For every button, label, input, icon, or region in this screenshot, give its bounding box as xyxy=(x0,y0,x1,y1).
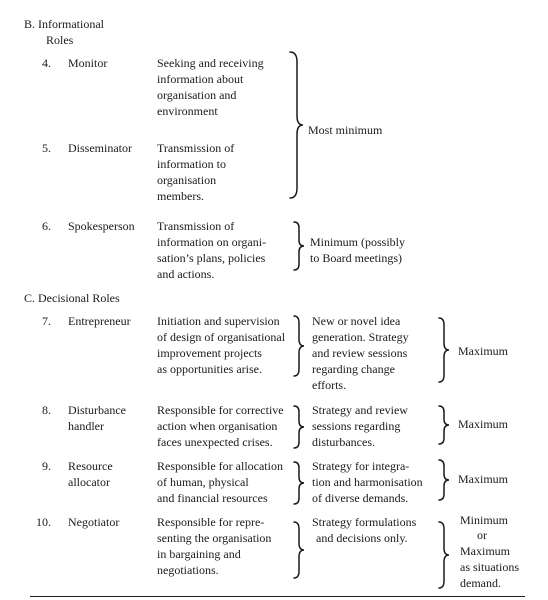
role-description-line: as opportunities arise. xyxy=(157,362,262,376)
role-description-line: Transmission of xyxy=(157,141,235,155)
role-group-summary: Minimum (possibly xyxy=(310,235,406,249)
role-name: Entrepreneur xyxy=(68,314,131,328)
role-description-line: negotiations. xyxy=(157,563,219,577)
role-description-line: action when organisation xyxy=(157,419,278,433)
role-involvement-level: as situations xyxy=(460,560,519,574)
role-involvement-level: Maximum xyxy=(458,344,508,358)
role-name: Disturbance xyxy=(68,403,126,417)
role-activity-line: regarding change xyxy=(312,362,395,376)
right-brace-icon xyxy=(292,520,306,580)
role-number: 8. xyxy=(42,403,51,417)
role-number: 6. xyxy=(42,219,51,233)
role-number: 5. xyxy=(42,141,51,155)
role-involvement-level: or xyxy=(477,528,487,542)
right-brace-icon xyxy=(437,458,451,502)
role-description-line: information on organi- xyxy=(157,235,267,249)
role-description-line: organisation xyxy=(157,173,217,187)
role-activity-line: efforts. xyxy=(312,378,347,392)
role-description-line: organisation and xyxy=(157,88,237,102)
role-name: Negotiator xyxy=(68,515,120,529)
role-description-line: Initiation and supervision xyxy=(157,314,280,328)
role-description-line: and actions. xyxy=(157,267,215,281)
role-description-line: sation’s plans, policies xyxy=(157,251,266,265)
role-number: 4. xyxy=(42,56,51,70)
role-description-line: of design of organisational xyxy=(157,330,286,344)
role-activity-line: generation. Strategy xyxy=(312,330,409,344)
right-brace-icon xyxy=(437,404,451,446)
section-b-heading: B. Informational xyxy=(24,17,104,31)
role-description-line: of human, physical xyxy=(157,475,249,489)
role-activity-line: of diverse demands. xyxy=(312,491,409,505)
role-activity-line: and decisions only. xyxy=(316,531,408,545)
role-name: allocator xyxy=(68,475,110,489)
role-group-summary: to Board meetings) xyxy=(310,251,402,265)
role-activity-line: tion and harmonisation xyxy=(312,475,423,489)
bottom-rule xyxy=(30,596,525,597)
role-description-line: improvement projects xyxy=(157,346,262,360)
right-brace-icon xyxy=(292,220,306,272)
role-description-line: Responsible for repre- xyxy=(157,515,265,529)
right-brace-icon xyxy=(292,460,306,506)
role-involvement-level: Maximum xyxy=(458,417,508,431)
role-description-line: information to xyxy=(157,157,226,171)
role-name: Resource xyxy=(68,459,113,473)
section-c-heading: C. Decisional Roles xyxy=(24,291,120,305)
right-brace-icon xyxy=(437,316,451,384)
role-activity-line: Strategy formulations xyxy=(312,515,417,529)
role-involvement-level: Minimum xyxy=(460,513,509,527)
role-involvement-level: demand. xyxy=(460,576,501,590)
role-number: 10. xyxy=(36,515,51,529)
right-brace-icon xyxy=(292,314,306,378)
right-brace-icon xyxy=(288,50,304,200)
role-name: Spokesperson xyxy=(68,219,135,233)
role-activity-line: sessions regarding xyxy=(312,419,401,433)
role-description-line: Transmission of xyxy=(157,219,235,233)
role-description-line: information about xyxy=(157,72,244,86)
right-brace-icon xyxy=(292,404,306,450)
role-name: handler xyxy=(68,419,104,433)
section-b-heading-cont: Roles xyxy=(46,33,74,47)
role-activity-line: and review sessions xyxy=(312,346,408,360)
role-involvement-level: Maximum xyxy=(458,472,508,486)
role-description-line: faces unexpected crises. xyxy=(157,435,273,449)
role-activity-line: Strategy and review xyxy=(312,403,408,417)
role-activity-line: disturbances. xyxy=(312,435,375,449)
role-name: Monitor xyxy=(68,56,108,70)
role-name: Disseminator xyxy=(68,141,132,155)
role-group-summary: Most minimum xyxy=(308,123,383,137)
role-description-line: Responsible for corrective xyxy=(157,403,284,417)
role-number: 7. xyxy=(42,314,51,328)
role-description-line: members. xyxy=(157,189,204,203)
role-activity-line: New or novel idea xyxy=(312,314,401,328)
role-description-line: in bargaining and xyxy=(157,547,241,561)
right-brace-icon xyxy=(437,520,451,590)
role-description-line: Seeking and receiving xyxy=(157,56,264,70)
role-description-line: Responsible for allocation xyxy=(157,459,283,473)
role-number: 9. xyxy=(42,459,51,473)
role-description-line: environment xyxy=(157,104,218,118)
role-description-line: senting the organisation xyxy=(157,531,272,545)
role-involvement-level: Maximum xyxy=(460,544,510,558)
role-activity-line: Strategy for integra- xyxy=(312,459,410,473)
role-description-line: and financial resources xyxy=(157,491,268,505)
